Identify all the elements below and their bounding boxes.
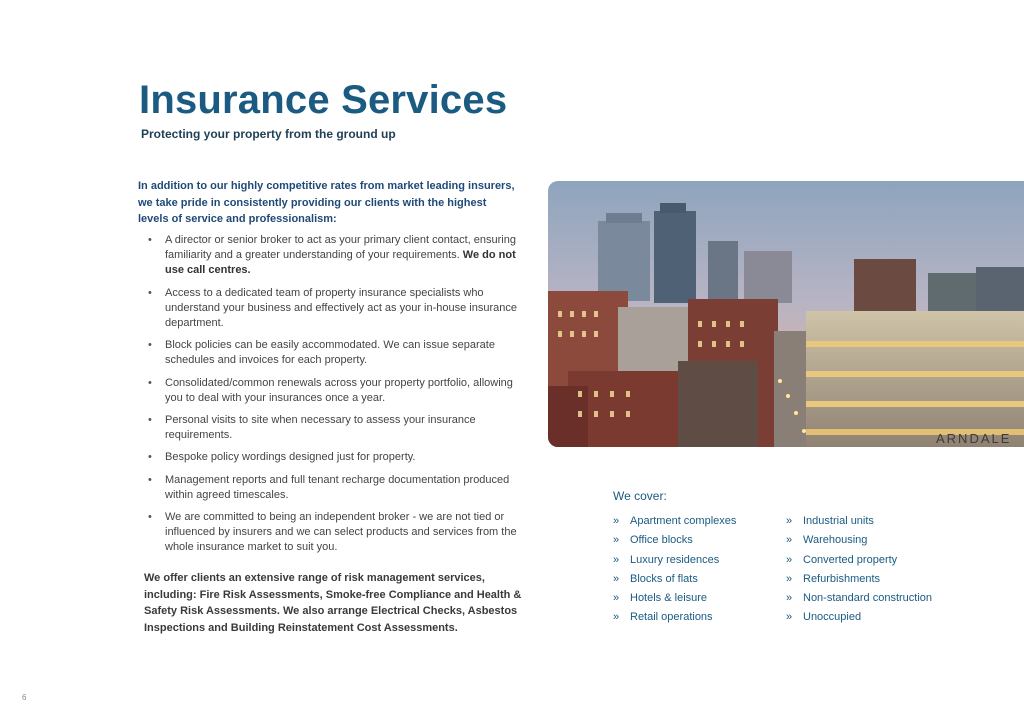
list-item: • Consolidated/common renewals across your property portfolio, allowing you to deal with your insurances once a year. [148, 376, 513, 404]
building [678, 361, 758, 447]
list-item: » Warehousing [786, 531, 932, 550]
we-cover-heading: We cover: [613, 489, 667, 503]
arndale-sign: ARNDALE [936, 431, 1012, 446]
cover-list-left [613, 512, 736, 628]
city-skyline-photo [548, 181, 1024, 447]
chevron-right-icon: » [613, 534, 620, 547]
tower [598, 221, 650, 301]
chevron-right-icon: » [613, 515, 620, 527]
car-park-level [806, 341, 1024, 347]
chevron-right-icon: » [613, 611, 620, 624]
bullet-icon: • [148, 414, 152, 427]
list-item: • Access to a dedicated team of property insurance specialists who understand your business and effectively act as your in-house insurance department. [148, 286, 518, 330]
bullet-icon: • [148, 511, 152, 524]
list-item: » Non-standard construction [786, 589, 932, 608]
page-number: 6 [22, 693, 27, 702]
services-list [146, 233, 526, 563]
list-item: » Refurbishments [786, 570, 932, 589]
car-park-level [806, 371, 1024, 377]
chevron-right-icon: » [613, 592, 620, 605]
list-item: • Block policies can be easily accommodated. We can issue separate schedules and invoices for each property. [148, 339, 495, 367]
chevron-right-icon: » [786, 515, 793, 527]
list-item: • Bespoke policy wordings designed just for property. [146, 450, 526, 465]
page-subtitle: Protecting your property from the ground up [141, 127, 396, 141]
chevron-right-icon: » [613, 572, 620, 585]
bullet-icon: • [148, 234, 152, 246]
list-item: » Apartment complexes [613, 512, 736, 531]
chevron-right-icon: » [786, 553, 793, 566]
cover-list-right [786, 512, 932, 628]
bullet-icon: • [148, 286, 152, 299]
list-item: » Blocks of flats [613, 570, 736, 589]
list-item: » Hotels & leisure [613, 589, 736, 608]
list-item: » Retail operations [613, 608, 736, 627]
car-park [806, 311, 1024, 447]
list-item: • A director or senior broker to act as your primary client contact, ensuring familiarity and a greater understanding of your requirements. We do not use call centres. [148, 234, 516, 277]
bullet-icon: • [148, 473, 152, 486]
chevron-right-icon: » [786, 592, 793, 605]
chevron-right-icon: » [786, 572, 793, 585]
tower [744, 251, 792, 303]
page-title: Insurance Services [139, 78, 508, 122]
chevron-right-icon: » [786, 611, 793, 624]
list-item: » Luxury residences [613, 551, 736, 570]
tower [854, 259, 916, 319]
chevron-right-icon: » [613, 553, 620, 566]
list-item: » Industrial units [786, 512, 932, 531]
tower [708, 241, 738, 301]
chevron-right-icon: » [786, 534, 793, 547]
bullet-icon: • [148, 451, 152, 464]
tower [606, 213, 642, 223]
list-item: » Converted property [786, 551, 932, 570]
list-item: • Personal visits to site when necessary to assess your insurance requirements. [148, 414, 476, 442]
tower [660, 203, 686, 213]
closing-paragraph: We offer clients an extensive range of risk management services, including: Fire Risk Assessments, Smoke-free Compliance and Health & Safety Risk Assessments. We also arrange Electrical Checks, Asbestos Inspections and Building Reinstatement Cost Assessments. [144, 572, 522, 634]
bullet-icon: • [148, 376, 152, 389]
emphasis-text: We do not use call centres. [165, 249, 516, 277]
car-park-level [806, 401, 1024, 407]
list-item: » Office blocks [613, 531, 736, 550]
tower [654, 211, 696, 303]
list-item: • Management reports and full tenant recharge documentation produced within agreed timescales. [148, 473, 510, 501]
bullet-icon: • [148, 339, 152, 352]
intro-paragraph: In addition to our highly competitive rates from market leading insurers, we take pride in consistently providing our clients with the highest levels of service and professionalism: [138, 180, 515, 225]
list-item: » Unoccupied [786, 608, 932, 627]
list-item: • We are committed to being an independent broker - we are not tied or influenced by insurers and we can select products and services from the whole insurance market to suit you. [148, 511, 517, 554]
